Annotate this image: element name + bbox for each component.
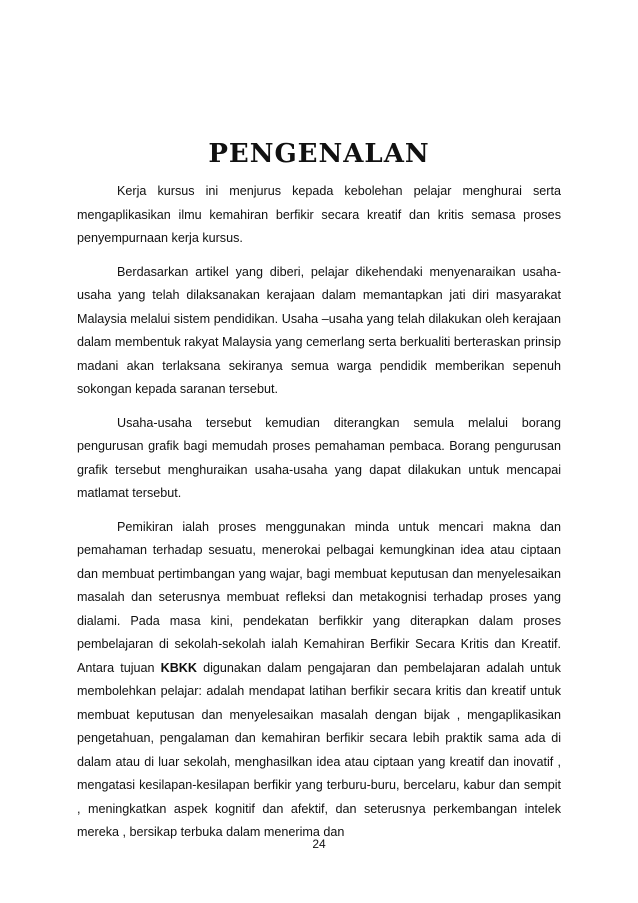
- paragraph-2: Berdasarkan artikel yang diberi, pelajar dikehendaki menyenaraikan usaha-usaha yang telah dilaksanakan kerajaan dalam memantapkan jati diri masyarakat Malaysia melalui sistem pendidikan. Usaha –usaha yang telah dilakukan oleh kerajaan dalam membentuk rakyat Malaysia yang cemerlang serta berkualiti berteraskan prinsip madani akan terlaksana sekiranya semua warga pendidik memberikan sepenuh sokongan kepada saranan tersebut.: [77, 264, 561, 396]
- page-title: PENGENALAN: [208, 139, 430, 169]
- page-number: 24: [312, 837, 326, 851]
- paragraph-1: Kerja kursus ini menjurus kepada kebolehan pelajar menghurai serta mengaplikasikan ilmu kemahiran berfikir secara kreatif dan kritis semasa proses penyempurnaan kerja kursus.: [77, 184, 561, 245]
- body-text: [77, 180, 561, 845]
- paragraph-4-acronym: KBKK: [160, 660, 197, 675]
- paragraph-3: Usaha-usaha tersebut kemudian diterangkan semula melalui borang pengurusan grafik bagi memudah proses pemahaman pembaca. Borang pengurusan grafik tersebut menghuraikan usaha-usaha yang dapat dilakukan untuk mencapai matlamat tersebut.: [77, 415, 561, 500]
- paragraph-4: [77, 516, 561, 845]
- paragraph-4-text-after: digunakan dalam pengajaran dan pembelajaran adalah untuk membolehkan pelajar: adalah mendapat latihan berfikir secara kritis dan kreatif untuk membuat keputusan dan menyelesaikan masalah dengan bijak , mengaplikasikan pengetahuan, pengalaman dan kemahiran berfikir secara lebih praktik sama ada di dalam atau di luar sekolah, menghasilkan idea atau ciptaan yang kreatif dan inovatif , mengatasi kesilapan-kesilapan berfikir yang terburu-buru, bercelaru, kabur dan sempit , meningkatkan aspek kognitif dan afektif, dan seterusnya perkembangan intelek mereka , bersikap terbuka dalam menerima dan: [77, 660, 561, 839]
- paragraph-4-text-before: Pemikiran ialah proses menggunakan minda untuk mencari makna dan pemahaman terhadap sesuatu, menerokai pelbagai kemungkinan idea atau ciptaan dan membuat pertimbangan yang wajar, bagi membuat keputusan dan menyelesaikan masalah dan seterusnya membuat refleksi dan metakognisi terhadap proses yang dialami. Pada masa kini, pendekatan berfikkir yang diterapkan dalam proses pembelajaran di sekolah-sekolah ialah Kemahiran Berfikir Secara Kritis dan Kreatif. Antara tujuan: [77, 519, 561, 675]
